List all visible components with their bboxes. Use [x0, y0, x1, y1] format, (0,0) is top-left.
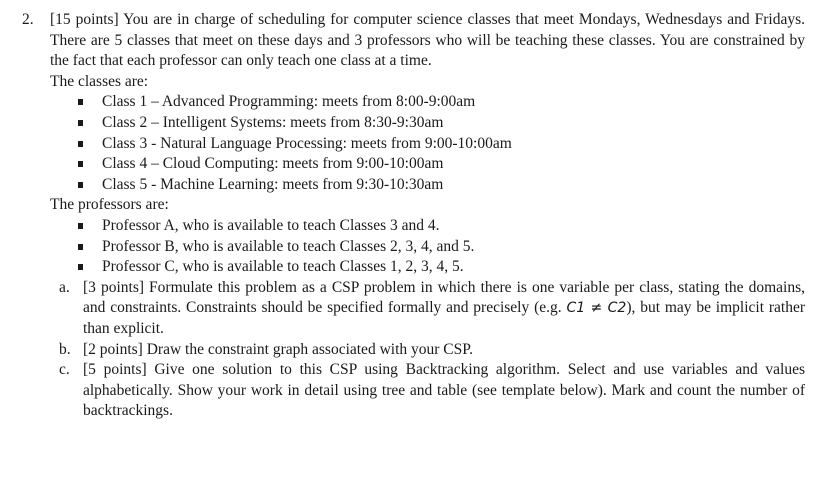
professor-text: Professor B, who is available to teach Classes 2, 3, 4, and 5.	[102, 237, 475, 255]
bullet-icon	[78, 182, 83, 188]
part-marker: c.	[59, 361, 70, 379]
bullet-icon	[78, 161, 83, 167]
bullet-icon	[78, 99, 83, 105]
professor-text: Professor C, who is available to teach Classes 1, 2, 3, 4, 5.	[102, 258, 464, 276]
class-item	[78, 134, 805, 155]
class-item	[78, 175, 805, 196]
bullet-icon	[78, 223, 83, 229]
part-a-text-after: ), but may be implicit rather than explicit.	[83, 299, 805, 337]
professors-heading: The professors are:	[50, 196, 169, 214]
class-item	[78, 154, 805, 175]
question-intro: [15 points] You are in charge of scheduling for computer science classes that meet Mondays, Wednesdays and Fridays. There are 5 classes that meet on these days and 3 professors who will be teaching these classes. You are constrained by the fact that each professor can only teach one class at a time.	[50, 11, 805, 70]
class-item	[78, 92, 805, 113]
bullet-icon	[78, 244, 83, 250]
class-text: Class 3 - Natural Language Processing: meets from 9:00-10:00am	[102, 134, 512, 152]
part-c	[59, 360, 805, 422]
professor-item	[78, 216, 805, 237]
class-text: Class 1 – Advanced Programming: meets from 8:00-9:00am	[102, 93, 476, 111]
class-text: Class 5 - Machine Learning: meets from 9:30-10:30am	[102, 175, 444, 193]
question-2	[0, 10, 835, 422]
document	[0, 10, 835, 422]
part-b-text: [2 points] Draw the constraint graph associated with your CSP.	[83, 340, 474, 358]
part-marker: a.	[59, 278, 70, 296]
class-item	[78, 113, 805, 134]
bullet-icon	[78, 120, 83, 126]
question-number: 2.	[22, 11, 34, 28]
part-a-text-before: [3 points] Formulate this problem as a CSP problem in which there is one variable per class, stating the domains, and constraints. Constraints should be specified formally and precisely (e.g.	[83, 278, 805, 317]
professors-list	[50, 216, 805, 278]
question-parts	[50, 278, 805, 422]
class-text: Class 2 – Intelligent Systems: meets from 8:30-9:30am	[102, 113, 444, 131]
part-c-text: [5 points] Give one solution to this CSP using Backtracking algorithm. Select and use variables and values alphabetically. Show your work in detail using tree and table (see template below). Mark and count the number of backtrackings.	[83, 361, 805, 420]
bullet-icon	[78, 264, 83, 270]
constraint-example: C1 ≠ C2	[566, 300, 627, 317]
bullet-icon	[78, 141, 83, 147]
part-b	[59, 340, 805, 361]
classes-heading: The classes are:	[50, 72, 149, 90]
part-marker: b.	[59, 340, 71, 358]
professor-item	[78, 257, 805, 278]
class-text: Class 4 – Cloud Computing: meets from 9:00-10:00am	[102, 155, 444, 173]
professor-text: Professor A, who is available to teach Classes 3 and 4.	[102, 216, 440, 234]
classes-list	[50, 92, 805, 195]
professor-item	[78, 237, 805, 258]
part-a	[59, 278, 805, 340]
